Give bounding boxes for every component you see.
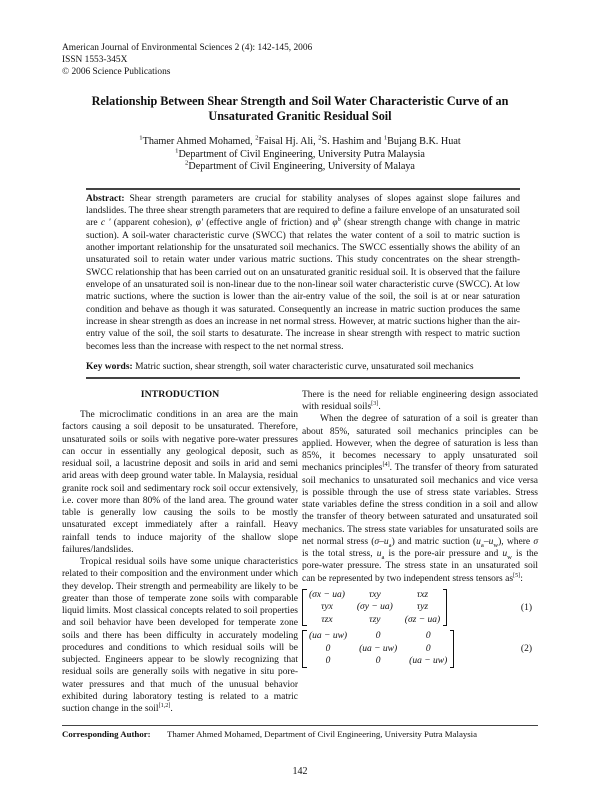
equation-2-number: (2) <box>520 644 532 655</box>
text-segment: ), where <box>498 536 534 547</box>
author-name: Faisal Hj. Ali, <box>258 136 319 147</box>
text-segment: w <box>507 554 512 562</box>
citation-ref: [1,2] <box>158 703 171 710</box>
matrix-cell: (ua − uw) <box>309 631 348 642</box>
affiliation-marker: 2 <box>255 134 259 142</box>
keywords-label: Key words: <box>86 361 133 372</box>
author-name: Thamer Ahmed Mohamed, <box>142 136 256 147</box>
text-segment: (shear strength change with change in matric suction). A soil-water characteristic curve (SWCC) that relates the water content of a soil to matric suction is another important relationship for the unsaturated soil mechanics. The SWCC essentially shows the ability of an unsaturated soil to retain water under various matric suctions. This study concentrates on the shear strength-SWCC relationship that has been carried out on an unsaturated granitic residual soil. It is observed that the failure envelope of an unsaturated soil is non-linear due to the non-linear soil water characteristic curve (SWCC). At low matric suctions, where the suction is lower than the air-entry value of the soil, the soil is at or near saturation condition and behave as though it was saturated. Consequently an increase in matric suction produces the same increase in shear strength as does an increase in net normal stress. However, at matric suctions higher than the air-entry value of the soil, the soil starts to desaturate. The increase in shear strength with respect to matric suction becomes less than the increase with respect to the net normal stress. <box>86 218 520 352</box>
matrix-cell: τxy <box>368 589 381 600</box>
matrix-cell: (σz − ua) <box>404 614 441 625</box>
title-line-2: Unsaturated Granitic Residual Soil <box>208 109 392 123</box>
corresponding-author-text: Thamer Ahmed Mohamed, Department of Civil Engineering, University Putra Malaysia <box>167 729 478 740</box>
affiliation <box>62 161 538 174</box>
text-segment: . The transfer of theory from saturated soil mechanics to unsaturated soil mechanics and vice versa is possible through the use of stress state variables. Stress state variables define the stress condition in a soil and allow the transfer of theory between saturated and unsaturated soil mechanics. The stress state variables for unsaturated soils are net normal stress ( <box>302 463 539 547</box>
issn: ISSN 1553-345X <box>62 55 128 65</box>
text-segment: a <box>381 554 385 562</box>
matrix-cell: 0 <box>425 643 431 654</box>
text-segment: is the total stress, <box>302 549 377 560</box>
affiliation-marker: 2 <box>185 159 189 167</box>
text-segment: a <box>388 541 392 549</box>
paper-title <box>62 94 538 124</box>
text-segment: φ <box>332 218 338 229</box>
matrix-cell: 0 <box>325 656 331 667</box>
text-segment: (effective angle of friction) and <box>202 218 333 229</box>
equation-2-matrix <box>302 630 454 668</box>
author-name: S. Hashim and <box>321 136 384 147</box>
text-segment: φ' <box>195 218 203 229</box>
affiliation-marker: 1 <box>175 147 179 155</box>
journal-header <box>62 42 538 78</box>
matrix-cell: (ua − uw) <box>359 643 398 654</box>
matrix-cell: τzy <box>369 614 381 625</box>
abstract-text <box>86 194 520 352</box>
text-segment: : <box>520 573 523 584</box>
citation-ref: [5] <box>513 572 521 579</box>
text-segment: (apparent cohesion), <box>110 218 196 229</box>
affiliation <box>62 149 538 162</box>
text-segment: – <box>483 536 489 547</box>
body-columns <box>62 389 538 716</box>
text-segment: u <box>376 549 382 560</box>
text-segment: Tropical residual soils have some unique characteristics related to their composition and the environment under which they develop. Their strength and permeability are likely to be greater than those of temperate zone soils with comparable liquid limits. Most classical concepts related to soil properties and soil behavior have been developed for temperate zone soils and there has been difficulty in accurately modeling procedures and conditions to which residual soils will be subjected. Engineers appear to be slowly recognizing that residual soils are generally soils with negative in situ pore-water pressures and that much of the unusual behavior exhibited during laboratory testing is related to a matric suction change in the soil <box>62 557 298 715</box>
text-segment: c ' <box>100 218 111 229</box>
matrix-cell: τyx <box>321 602 333 613</box>
affiliation-name: Department of Civil Engineering, University of Malaya <box>188 161 415 172</box>
author-name: Bujang B.K. Huat <box>387 136 461 147</box>
affiliation-name: Department of Civil Engineering, University Putra Malaysia <box>178 148 425 160</box>
paragraph <box>62 409 298 556</box>
text-segment: u <box>502 549 508 560</box>
keywords <box>86 361 520 379</box>
corresponding-author-label: Corresponding Author: <box>62 729 151 740</box>
text-segment: . <box>170 704 173 715</box>
matrix-cell: (σy − ua) <box>356 602 393 613</box>
paragraph <box>302 389 538 414</box>
copyright: © 2006 Science Publications <box>62 67 171 77</box>
text-segment: u <box>476 536 481 547</box>
matrix-cell: τxz <box>416 589 429 600</box>
matrix-cell: τzx <box>321 614 333 625</box>
text-segment: u <box>488 536 494 547</box>
equation-1-number: (1) <box>520 602 532 613</box>
equation-1 <box>302 589 538 627</box>
title-line-1: Relationship Between Shear Strength and Soil Water Characteristic Curve of an <box>91 94 509 108</box>
text-segment: There is the need for reliable engineering design associated with residual soils <box>302 389 538 413</box>
keywords-text: Matric suction, shear strength, soil water characteristic curve, unsaturated soil mechanics <box>132 361 474 372</box>
affiliation-marker: 1 <box>139 134 143 142</box>
matrix-cell: 0 <box>375 631 381 642</box>
journal-citation: American Journal of Environmental Sciences 2 (4): 142-145, 2006 <box>62 43 313 53</box>
abstract <box>86 188 520 353</box>
section-heading-introduction: INTRODUCTION <box>140 388 220 400</box>
page-number: 142 <box>292 766 308 778</box>
text-segment: a <box>480 541 484 549</box>
text-segment: σ <box>533 536 538 547</box>
affiliation-marker: 1 <box>383 134 388 142</box>
text-segment: is the pore-water pressure. The stress state in an unsaturated soil can be represented by two independent stress tensors as <box>302 549 538 584</box>
text-segment: The microclimatic conditions in an area are the main factors causing a soil deposit to be unsaturated. Therefore, unsaturated soils or soils with negative pore-water pressures can occur in essentially any geological deposit, such as residual soil, a lacustrine deposit and soils in arid and semi arid areas with deep ground water table. In Malaysia, residual granite rock soil and sedimentary rock soil occur extensively, i.e. cover more than 80% of the land area. The ground water table is generally low causing the soils to be mostly unsaturated except immediately after a rainfall. Heavy rainfall tends to induce majority of the shallow slope failures/landslides. <box>62 410 298 555</box>
paragraph <box>62 556 298 715</box>
text-segment: ) and matric suction ( <box>391 536 477 547</box>
citation-ref: [3] <box>371 401 379 408</box>
matrix-cell: 0 <box>325 643 331 654</box>
abstract-label: Abstract: <box>86 193 125 204</box>
matrix-cell: 0 <box>375 656 381 667</box>
left-column <box>62 389 298 716</box>
citation-ref: [4] <box>382 462 390 469</box>
affiliations <box>62 149 538 174</box>
authors-block <box>62 136 538 174</box>
citation-ref: b <box>337 217 341 224</box>
affiliation-marker: 2 <box>318 134 322 142</box>
matrix-cell: (σx − ua) <box>309 589 345 600</box>
text-segment: Shear strength parameters are crucial for stability analyses of slopes against slope failures and landslides. The three shear strength parameters that are required to define a failure envelope of an unsaturated soil are <box>86 193 520 229</box>
equation-1-matrix <box>302 589 447 627</box>
text-segment: . <box>378 402 381 413</box>
equation-2 <box>302 630 538 668</box>
author-list <box>62 136 538 149</box>
text-segment: When the degree of saturation of a soil is greater than about 85%, saturated soil mechanics principles can be applied. However, when the degree of saturation is less than 85%, it becomes necessary to apply unsaturated soil mechanics principles <box>302 414 538 474</box>
corresponding-author <box>62 725 538 740</box>
right-column <box>302 389 538 716</box>
text-segment: is the pore-air pressure and <box>384 549 503 560</box>
matrix-cell: 0 <box>425 631 431 642</box>
matrix-cell: τyz <box>416 602 429 613</box>
matrix-cell: (ua − uw) <box>409 656 448 667</box>
paragraph <box>302 413 538 585</box>
text-segment: w <box>493 541 499 549</box>
text-segment: σ–u <box>374 536 389 547</box>
